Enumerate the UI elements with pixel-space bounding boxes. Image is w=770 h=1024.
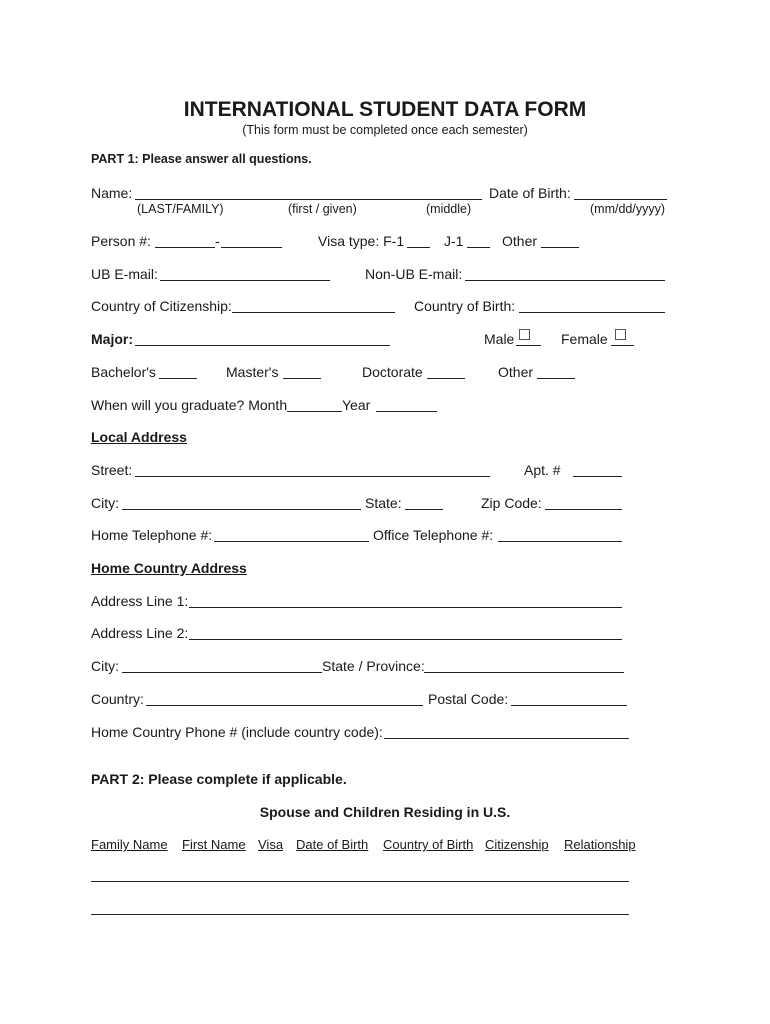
home-phone-country-label: Home Country Phone # (include country code): bbox=[91, 724, 383, 740]
apt-label: Apt. # bbox=[524, 462, 561, 478]
col-date-of-birth: Date of Birth bbox=[296, 837, 369, 852]
home-city-label: City: bbox=[91, 658, 119, 674]
visa-f1-field[interactable] bbox=[407, 247, 430, 248]
female-label: Female bbox=[561, 331, 608, 347]
street-label: Street: bbox=[91, 462, 133, 478]
office-phone-field[interactable] bbox=[498, 541, 622, 542]
name-label: Name: bbox=[91, 185, 133, 201]
home-country-label: Country: bbox=[91, 691, 144, 707]
visa-f1-label: Visa type: F-1 bbox=[318, 233, 405, 249]
local-city-field[interactable] bbox=[122, 509, 361, 510]
dob-label: Date of Birth: bbox=[489, 185, 571, 201]
bachelors-field[interactable] bbox=[159, 378, 197, 379]
part2-subheading: Spouse and Children Residing in U.S. bbox=[259, 804, 511, 820]
visa-other-label: Other bbox=[502, 233, 538, 249]
non-ub-email-label: Non-UB E-mail: bbox=[365, 266, 463, 282]
male-label: Male bbox=[484, 331, 515, 347]
home-phone-field[interactable] bbox=[214, 541, 369, 542]
major-field[interactable] bbox=[135, 345, 390, 346]
col-first-name: First Name bbox=[182, 837, 246, 852]
graduate-label: When will you graduate? Month bbox=[91, 397, 288, 413]
citizenship-field[interactable] bbox=[232, 312, 395, 313]
family-row-1-field[interactable] bbox=[91, 881, 629, 882]
address-line1-label: Address Line 1: bbox=[91, 593, 189, 609]
visa-j1-label: J-1 bbox=[444, 233, 464, 249]
masters-label: Master's bbox=[226, 364, 279, 380]
zip-field[interactable] bbox=[545, 509, 622, 510]
person-number-field-2[interactable] bbox=[221, 247, 282, 248]
birth-country-label: Country of Birth: bbox=[414, 298, 516, 314]
zip-label: Zip Code: bbox=[481, 495, 542, 511]
person-number-field-1[interactable] bbox=[155, 247, 215, 248]
visa-j1-field[interactable] bbox=[467, 247, 490, 248]
street-field[interactable] bbox=[135, 476, 490, 477]
postal-code-label: Postal Code: bbox=[428, 691, 509, 707]
person-number-dash: - bbox=[215, 233, 220, 249]
home-city-field[interactable] bbox=[122, 672, 322, 673]
degree-other-label: Other bbox=[498, 364, 534, 380]
doctorate-field[interactable] bbox=[427, 378, 465, 379]
name-hint-middle: (middle) bbox=[426, 202, 472, 216]
col-citizenship: Citizenship bbox=[485, 837, 549, 852]
col-country-of-birth: Country of Birth bbox=[383, 837, 474, 852]
address-line2-field[interactable] bbox=[189, 639, 622, 640]
home-country-field[interactable] bbox=[146, 705, 423, 706]
ub-email-label: UB E-mail: bbox=[91, 266, 158, 282]
col-family-name: Family Name bbox=[91, 837, 168, 852]
form-title: INTERNATIONAL STUDENT DATA FORM bbox=[183, 98, 587, 121]
graduate-year-field[interactable] bbox=[376, 411, 437, 412]
dob-hint: (mm/dd/yyyy) bbox=[590, 202, 665, 216]
postal-code-field[interactable] bbox=[511, 705, 627, 706]
female-checkbox[interactable] bbox=[615, 329, 626, 340]
dob-field[interactable] bbox=[574, 199, 667, 200]
degree-other-field[interactable] bbox=[537, 378, 575, 379]
masters-field[interactable] bbox=[283, 378, 321, 379]
male-checkbox[interactable] bbox=[519, 329, 530, 340]
doctorate-label: Doctorate bbox=[362, 364, 423, 380]
office-phone-label: Office Telephone #: bbox=[373, 527, 494, 543]
col-relationship: Relationship bbox=[564, 837, 636, 852]
citizenship-label: Country of Citizenship: bbox=[91, 298, 232, 314]
part2-heading: PART 2: Please complete if applicable. bbox=[91, 771, 347, 787]
apt-field[interactable] bbox=[573, 476, 622, 477]
home-phone-country-field[interactable] bbox=[384, 738, 629, 739]
name-field[interactable] bbox=[135, 199, 482, 200]
person-number-label: Person #: bbox=[91, 233, 151, 249]
local-address-heading: Local Address bbox=[91, 429, 187, 445]
graduate-month-field[interactable] bbox=[287, 411, 342, 412]
address-line1-field[interactable] bbox=[189, 607, 622, 608]
name-hint-first: (first / given) bbox=[288, 202, 357, 216]
local-state-label: State: bbox=[365, 495, 402, 511]
local-state-field[interactable] bbox=[405, 509, 443, 510]
bachelors-label: Bachelor's bbox=[91, 364, 156, 380]
address-line2-label: Address Line 2: bbox=[91, 625, 189, 641]
ub-email-field[interactable] bbox=[160, 280, 330, 281]
visa-other-field[interactable] bbox=[541, 247, 579, 248]
name-hint-last: (LAST/FAMILY) bbox=[137, 202, 224, 216]
form-subtitle: (This form must be completed once each semester) bbox=[242, 123, 528, 137]
graduate-year-label: Year bbox=[342, 397, 371, 413]
home-address-heading: Home Country Address bbox=[91, 560, 247, 576]
major-label: Major: bbox=[91, 331, 133, 347]
male-underline bbox=[516, 345, 541, 346]
province-label: State / Province: bbox=[322, 658, 425, 674]
home-phone-label: Home Telephone #: bbox=[91, 527, 213, 543]
part1-heading: PART 1: Please answer all questions. bbox=[91, 152, 312, 166]
local-city-label: City: bbox=[91, 495, 119, 511]
non-ub-email-field[interactable] bbox=[465, 280, 665, 281]
birth-country-field[interactable] bbox=[519, 312, 665, 313]
col-visa: Visa bbox=[258, 837, 284, 852]
province-field[interactable] bbox=[424, 672, 624, 673]
family-row-2-field[interactable] bbox=[91, 914, 629, 915]
female-underline bbox=[611, 345, 634, 346]
